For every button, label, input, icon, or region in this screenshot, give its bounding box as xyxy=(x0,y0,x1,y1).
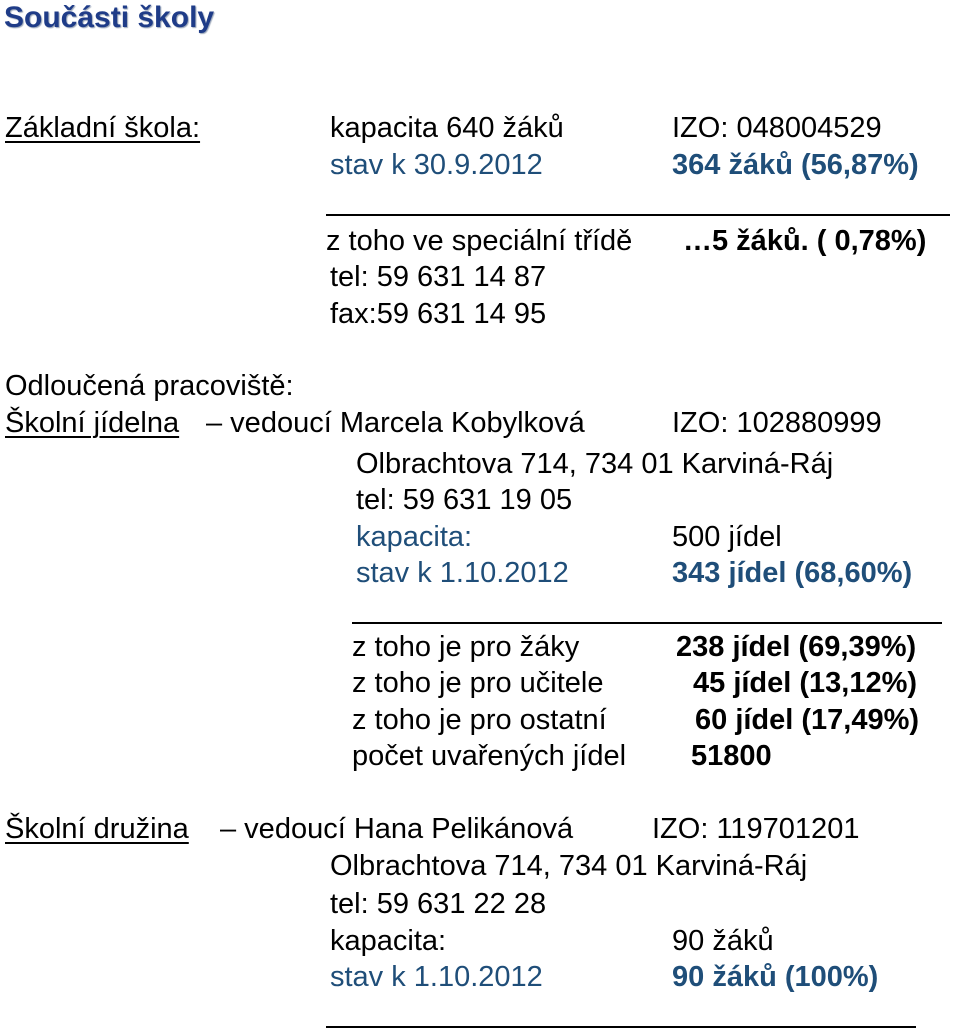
druzina-kapacita-label: kapacita: xyxy=(330,925,447,957)
jidelna-stav-date: stav k 1.10.2012 xyxy=(356,557,569,589)
jidelna-label: Školní jídelna xyxy=(5,407,180,439)
zakladni-divider xyxy=(326,214,950,216)
zakladni-specialni-label: z toho ve speciální třídě xyxy=(326,225,633,257)
jidelna-row-label: počet uvařených jídel xyxy=(352,740,627,772)
druzina-vedouci: – vedoucí Hana Pelikánová xyxy=(220,813,574,845)
jidelna-tel: tel: 59 631 19 05 xyxy=(356,484,573,516)
jidelna-row-label: z toho je pro žáky xyxy=(352,631,580,663)
druzina-divider xyxy=(326,1026,916,1028)
druzina-stav-value: 90 žáků (100%) xyxy=(672,961,879,993)
jidelna-vedouci: – vedoucí Marcela Kobylková xyxy=(206,407,585,439)
jidelna-row-label: z toho je pro ostatní xyxy=(352,704,607,736)
druzina-adresa: Olbrachtova 714, 734 01 Karviná-Ráj xyxy=(330,850,808,882)
zakladni-specialni-value: …5 žáků. ( 0,78%) xyxy=(683,225,927,257)
zakladni-stav-date: stav k 30.9.2012 xyxy=(330,149,543,181)
jidelna-kapacita-value: 500 jídel xyxy=(672,521,782,553)
druzina-tel: tel: 59 631 22 28 xyxy=(330,888,547,920)
jidelna-row-value: 60 jídel (17,49%) xyxy=(695,704,920,736)
jidelna-adresa: Olbrachtova 714, 734 01 Karviná-Ráj xyxy=(356,448,834,480)
druzina-kapacita-value: 90 žáků xyxy=(672,925,774,957)
jidelna-divider xyxy=(352,622,942,624)
zakladni-izo: IZO: 048004529 xyxy=(672,112,882,144)
zakladni-fax: fax:59 631 14 95 xyxy=(330,298,547,330)
druzina-stav-date: stav k 1.10.2012 xyxy=(330,961,543,993)
jidelna-kapacita-label: kapacita: xyxy=(356,521,473,553)
jidelna-row-value: 238 jídel (69,39%) xyxy=(676,631,917,663)
druzina-izo: IZO: 119701201 xyxy=(652,813,860,845)
zakladni-kapacita: kapacita 640 žáků xyxy=(330,112,564,144)
zakladni-stav-value: 364 žáků (56,87%) xyxy=(672,149,919,181)
jidelna-row-label: z toho je pro učitele xyxy=(352,667,604,699)
zakladni-skola-label: Základní škola: xyxy=(5,112,201,144)
page-title: Součásti školy xyxy=(4,1,215,34)
jidelna-izo: IZO: 102880999 xyxy=(672,407,882,439)
zakladni-tel: tel: 59 631 14 87 xyxy=(330,261,547,293)
druzina-label: Školní družina xyxy=(5,813,189,845)
jidelna-row-value: 51800 xyxy=(691,740,772,772)
odloucena-pracoviste-label: Odloučená pracoviště: xyxy=(5,370,294,402)
jidelna-row-value: 45 jídel (13,12%) xyxy=(693,667,918,699)
jidelna-stav-value: 343 jídel (68,60%) xyxy=(672,557,913,589)
